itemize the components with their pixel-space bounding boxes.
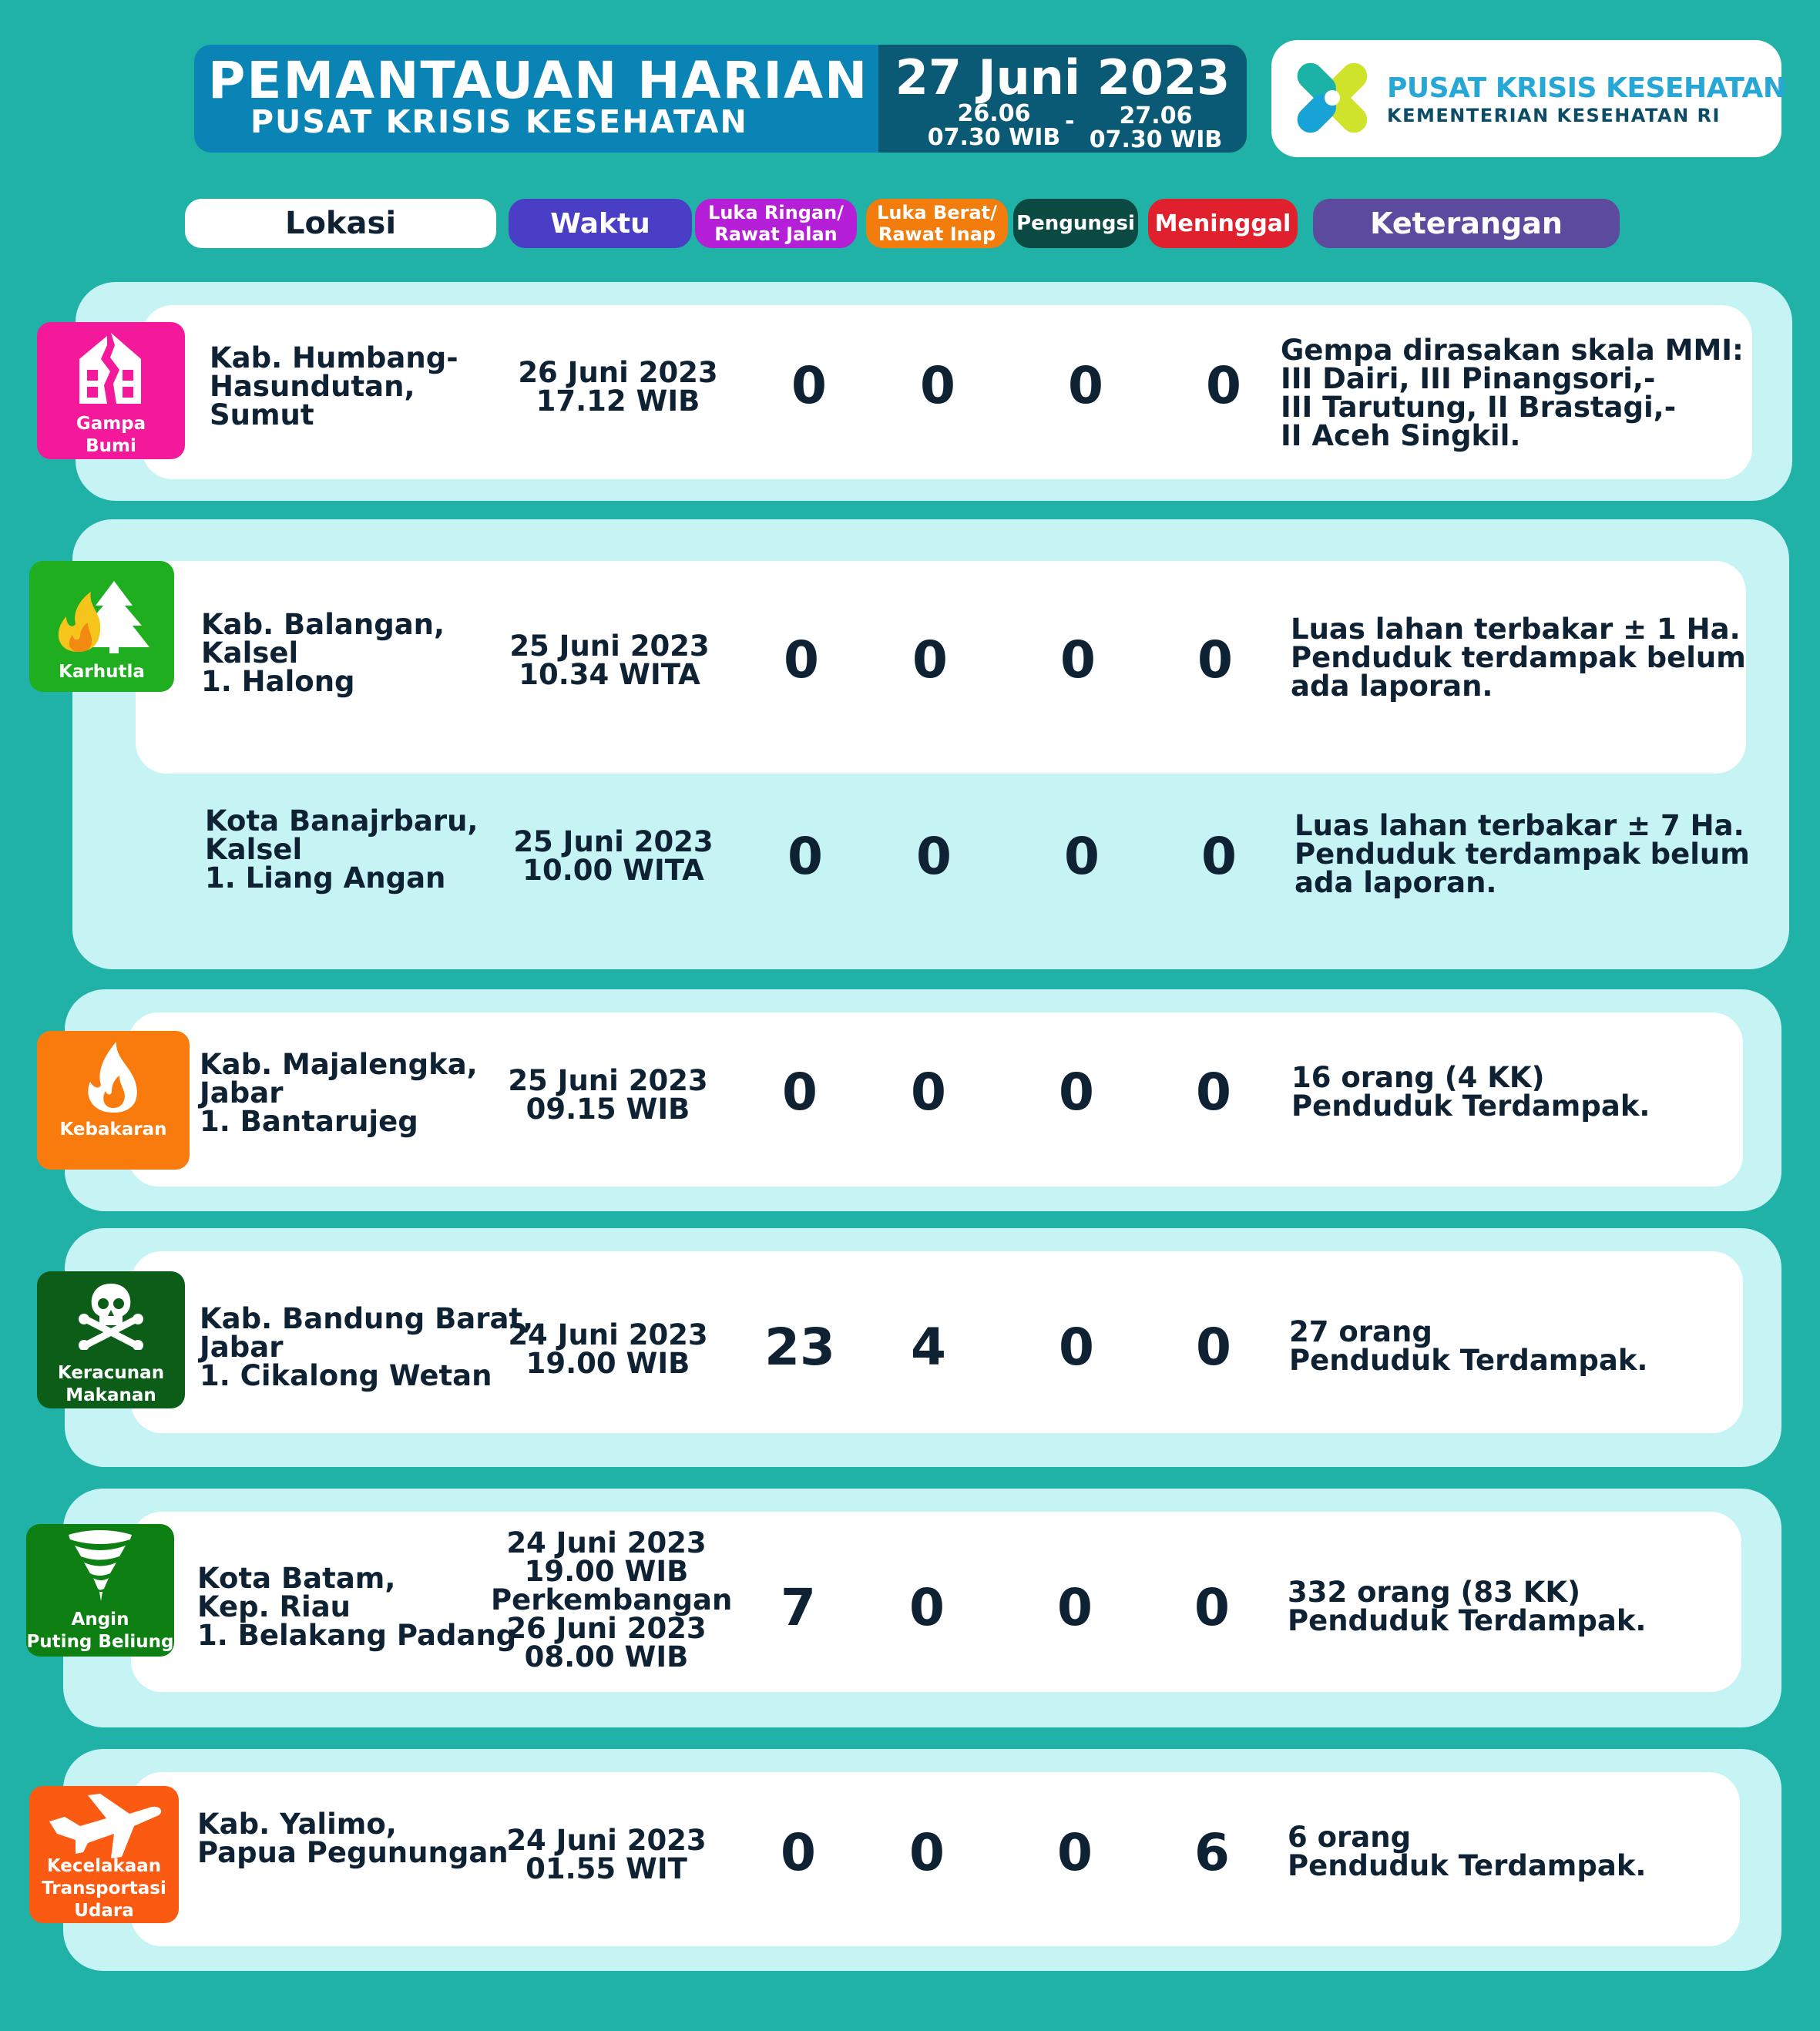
event-type-line: Puting Beliung	[26, 1632, 174, 1652]
count-luka-ringan: 23	[764, 1318, 835, 1377]
count-luka-berat: 0	[911, 1062, 946, 1122]
entry-time	[492, 1318, 724, 1380]
count-pengungsi: 0	[1060, 630, 1096, 690]
count-meninggal: 0	[1196, 1318, 1231, 1377]
location-line: Hasundutan,	[210, 370, 415, 403]
location-line: 1. Liang Angan	[205, 861, 446, 895]
time-line: 26 Juni 2023	[506, 1612, 707, 1645]
notes-line: ada laporan.	[1294, 866, 1497, 899]
count-pengungsi: 0	[1064, 827, 1100, 886]
entry-location	[205, 804, 479, 895]
range-end	[1075, 104, 1237, 152]
count-meninggal: 0	[1196, 1062, 1231, 1122]
entry-notes	[1288, 1578, 1646, 1635]
location-line: Kalsel	[205, 833, 303, 866]
entry-time	[502, 356, 734, 418]
column-header-keterangan	[1313, 199, 1620, 248]
time-line: 17.12 WIB	[536, 384, 700, 418]
notes-line: Penduduk Terdampak.	[1289, 1344, 1648, 1377]
airplane-icon	[43, 1791, 166, 1865]
location-line: 1. Belakang Padang	[197, 1619, 517, 1652]
notes-line: Luas lahan terbakar ± 7 Ha.	[1294, 809, 1744, 842]
logo-name: PUSAT KRISIS KESEHATAN	[1387, 72, 1786, 104]
page-subtitle: PUSAT KRISIS KESEHATAN	[250, 103, 748, 140]
location-line: Kab. Yalimo,	[197, 1808, 397, 1841]
location-line: Kab. Majalengka,	[200, 1048, 478, 1081]
column-header-waktu	[509, 199, 692, 248]
count-luka-berat: 0	[909, 1823, 945, 1882]
count-luka-berat: 0	[909, 1578, 945, 1637]
notes-line: 27 orang	[1289, 1315, 1432, 1348]
column-header-lokasi	[185, 199, 496, 248]
time-line: 10.00 WITA	[522, 854, 704, 887]
count-pengungsi: 0	[1068, 356, 1103, 415]
event-type-label	[37, 413, 185, 458]
notes-line: II Aceh Singkil.	[1281, 419, 1521, 452]
event-type-label	[37, 1362, 185, 1407]
count-luka-ringan: 0	[782, 1062, 818, 1122]
location-line: 1. Halong	[201, 665, 355, 698]
event-type-label	[29, 661, 174, 683]
column-header-pengungsi	[1013, 199, 1138, 248]
flame-icon	[84, 1040, 143, 1114]
location-line: 1. Bantarujeg	[200, 1105, 418, 1138]
notes-line: 16 orang (4 KK)	[1291, 1061, 1545, 1094]
event-type-line: Kebakaran	[59, 1120, 167, 1140]
location-line: Kota Banajrbaru,	[205, 804, 479, 838]
entry-location	[210, 341, 458, 431]
count-luka-ringan: 0	[784, 630, 819, 690]
time-line: 26 Juni 2023	[518, 356, 718, 389]
event-type-line: Transportasi	[42, 1878, 166, 1898]
range-end-time: 07.30 WIB	[1089, 126, 1223, 153]
notes-line: Penduduk Terdampak.	[1288, 1604, 1647, 1637]
location-line: 1. Cikalong Wetan	[200, 1359, 492, 1392]
range-separator: -	[1065, 108, 1075, 135]
entry-notes	[1281, 336, 1744, 450]
range-end-date: 27.06	[1119, 102, 1193, 129]
event-type-line: Keracunan	[57, 1363, 165, 1383]
column-header-luka-berat	[866, 199, 1008, 248]
notes-line: ada laporan.	[1291, 670, 1493, 703]
time-line: 19.00 WIB	[526, 1347, 690, 1380]
time-line: 10.34 WITA	[519, 658, 700, 691]
notes-line: Penduduk Terdampak.	[1291, 1089, 1650, 1123]
notes-line: III Dairi, III Pinangsori,-	[1281, 362, 1656, 395]
location-line: Jabar	[200, 1076, 284, 1109]
column-label: Luka Berat/	[877, 202, 997, 223]
count-luka-ringan: 0	[791, 356, 827, 415]
entry-time	[494, 629, 725, 691]
notes-line: 6 orang	[1288, 1821, 1412, 1854]
entry-location	[197, 1564, 516, 1650]
location-line: Kab. Bandung Barat,	[200, 1302, 534, 1335]
event-icon-kecelakaan-udara	[29, 1786, 179, 1923]
event-type-line: Makanan	[65, 1385, 156, 1405]
entry-notes	[1291, 1061, 1650, 1123]
column-header-luka-ringan	[695, 199, 857, 248]
page-title: PEMANTAUAN HARIAN	[208, 51, 869, 110]
count-luka-ringan: 0	[781, 1823, 816, 1882]
count-luka-ringan: 7	[781, 1578, 816, 1637]
event-icon-keracunan	[37, 1271, 185, 1408]
range-start-date: 26.06	[957, 100, 1031, 127]
forest-fire-icon	[52, 578, 153, 655]
entry-notes	[1288, 1823, 1646, 1880]
entry-location	[200, 1050, 478, 1136]
pusat-krisis-logo-icon	[1282, 48, 1382, 148]
entry-location	[201, 610, 445, 696]
time-line: 24 Juni 2023	[506, 1526, 707, 1559]
entry-time	[498, 825, 729, 887]
count-luka-berat: 4	[911, 1318, 946, 1377]
count-meninggal: 0	[1197, 630, 1233, 690]
count-meninggal: 0	[1194, 1578, 1230, 1637]
time-line: Perkembangan	[491, 1583, 733, 1616]
time-line: 24 Juni 2023	[508, 1318, 708, 1351]
column-label: Luka Ringan/	[708, 202, 844, 223]
range-start	[909, 102, 1079, 149]
event-type-line: Karhutla	[59, 662, 145, 682]
notes-line: 332 orang (83 KK)	[1288, 1576, 1580, 1609]
location-line: Kalsel	[201, 636, 299, 670]
notes-line: Penduduk terdampak belum	[1294, 838, 1750, 871]
event-type-line: Angin	[71, 1610, 129, 1630]
count-pengungsi: 0	[1059, 1318, 1094, 1377]
column-label: Rawat Jalan	[714, 223, 838, 245]
event-type-label	[37, 1119, 190, 1141]
location-line: Kab. Balangan,	[201, 608, 445, 641]
count-meninggal: 0	[1201, 827, 1237, 886]
count-meninggal: 0	[1206, 356, 1241, 415]
event-icon-karhutla	[29, 561, 174, 692]
logo-org: KEMENTERIAN KESEHATAN RI	[1387, 105, 1721, 126]
count-meninggal: 6	[1194, 1823, 1230, 1882]
location-line: Sumut	[210, 398, 314, 431]
count-luka-ringan: 0	[787, 827, 823, 886]
time-line: 01.55 WIT	[526, 1852, 687, 1885]
count-pengungsi: 0	[1059, 1062, 1094, 1122]
count-pengungsi: 0	[1057, 1578, 1093, 1637]
entry-notes	[1294, 811, 1750, 897]
entry-notes	[1291, 613, 1746, 703]
time-line: 25 Juni 2023	[513, 825, 714, 858]
entry-notes	[1289, 1315, 1648, 1377]
event-type-label	[26, 1609, 174, 1653]
location-line: Papua Pegunungan	[197, 1836, 509, 1869]
notes-line: Gempa dirasakan skala MMI:	[1281, 334, 1744, 367]
location-line: Kota Batam,	[197, 1562, 396, 1595]
report-date: 27 Juni 2023	[895, 49, 1231, 106]
event-icon-kebakaran	[37, 1031, 190, 1170]
column-header-meninggal	[1148, 199, 1298, 248]
event-icon-gempa	[37, 322, 185, 459]
time-line: 19.00 WIB	[524, 1555, 689, 1588]
time-line: 25 Juni 2023	[508, 1064, 708, 1097]
location-line: Kep. Riau	[197, 1590, 351, 1623]
skull-crossbones-icon	[76, 1281, 146, 1350]
event-type-line: Gampa	[76, 414, 146, 434]
time-line: 24 Juni 2023	[506, 1824, 707, 1857]
entry-time	[491, 1526, 733, 1673]
count-luka-berat: 0	[916, 827, 952, 886]
column-label: Waktu	[550, 207, 650, 240]
entry-location	[197, 1810, 509, 1867]
notes-line: III Tarutung, II Brastagi,-	[1281, 391, 1677, 424]
count-luka-berat: 0	[912, 630, 948, 690]
column-label: Keterangan	[1370, 206, 1563, 240]
entry-time	[491, 1826, 722, 1883]
location-line: Jabar	[200, 1331, 284, 1364]
count-luka-berat: 0	[920, 356, 955, 415]
column-label: Meninggal	[1154, 210, 1291, 237]
entry-location	[200, 1304, 533, 1390]
column-label: Lokasi	[284, 206, 397, 241]
event-type-label	[29, 1855, 179, 1922]
range-start-time: 07.30 WIB	[927, 124, 1061, 151]
event-type-line: Kecelakaan	[46, 1856, 162, 1876]
earthquake-house-icon	[76, 330, 146, 407]
entry-time	[492, 1064, 724, 1126]
notes-line: Penduduk Terdampak.	[1288, 1849, 1647, 1882]
time-line: 08.00 WIB	[524, 1640, 689, 1673]
location-line: Kab. Humbang-	[210, 341, 458, 374]
count-pengungsi: 0	[1057, 1823, 1093, 1882]
time-line: 25 Juni 2023	[509, 629, 710, 663]
tornado-icon	[65, 1529, 135, 1603]
event-type-line: Udara	[74, 1901, 134, 1921]
column-label: Pengungsi	[1016, 212, 1135, 235]
event-icon-puting-beliung	[26, 1524, 174, 1657]
notes-line: Penduduk terdampak belum	[1291, 641, 1746, 674]
notes-line: Luas lahan terbakar ± 1 Ha.	[1291, 613, 1741, 646]
time-line: 09.15 WIB	[526, 1093, 690, 1126]
column-label: Rawat Inap	[878, 223, 996, 245]
event-type-line: Bumi	[86, 436, 136, 456]
